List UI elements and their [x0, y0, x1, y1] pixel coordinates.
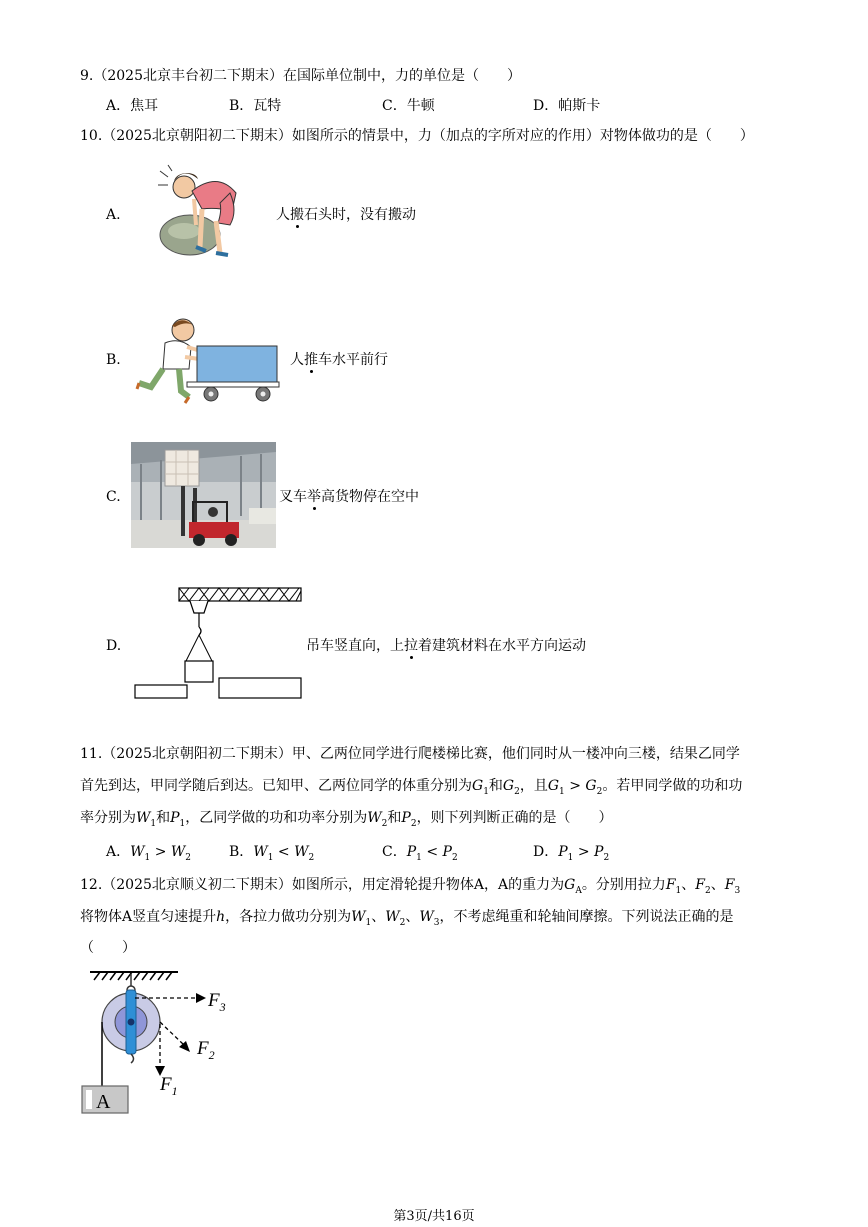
- force-f1-label: $F_1$: [160, 1074, 178, 1098]
- q9-option-c: C．牛顿: [382, 98, 435, 114]
- q10-label-b: B.: [106, 352, 121, 368]
- q10-dot-word-a: 搬: [290, 207, 304, 223]
- q11-option-c: C．$P_1 < P_2$: [382, 844, 458, 863]
- q11-options: [106, 842, 806, 862]
- q10-label-d: D.: [106, 638, 122, 654]
- q9-option-b: B．瓦特: [229, 98, 282, 114]
- force-f3-label: $F_3$: [208, 990, 226, 1014]
- pulley-block-label: A: [96, 1091, 111, 1113]
- q10-label-a: A.: [106, 207, 121, 223]
- q10-dot-word-c: 举: [307, 489, 321, 505]
- q10-caption-d: 吊车竖直向，上拉着建筑材料在水平方向运动: [306, 638, 586, 654]
- q11-line-3: 率分别为$W_1$和$P_1$，乙同学做的功和功率分别为$W_2$和$P_2$，则下列判断正确的是（ ）: [80, 810, 613, 829]
- q10-stem: 10.（2025北京朝阳初二下期末）如图所示的情景中，力（加点的字所对应的作用）对物体做功的是（ ）: [80, 128, 754, 144]
- q10-dot-word-d: 拉: [404, 638, 418, 654]
- q11-option-a: A．$W_1 > W_2$: [106, 844, 192, 863]
- q12-line-2: 将物体A竖直匀速提升h，各拉力做功分别为$W_1$、$W_2$、$W_3$，不考虑绳重和轮轴间摩擦。下列说法正确的是: [80, 909, 734, 928]
- q9-stem: 9.（2025北京丰台初二下期末）在国际单位制中，力的单位是（ ）: [80, 68, 521, 84]
- q11-option-d: D．$P_1 > P_2$: [533, 844, 610, 863]
- q10-dot-word-b: 推: [304, 352, 318, 368]
- crane-figure: [130, 585, 305, 703]
- q11-option-b: B．$W_1 < W_2$: [229, 844, 315, 863]
- q12-line-1: 12.（2025北京顺义初二下期末）如图所示，用定滑轮提升物体A，A的重力为$G_A$。分别用拉力$F_1$、$F_2$、$F_3$: [80, 877, 741, 896]
- page-footer: 第3页/共16页: [393, 1209, 475, 1224]
- q11-line-1: 11.（2025北京朝阳初二下期末）甲、乙两位同学进行爬楼梯比赛，他们同时从一楼冲向三楼，结果乙同学: [80, 746, 740, 762]
- q9-option-d: D．帕斯卡: [533, 98, 601, 114]
- q10-caption-b: 人推车水平前行: [290, 352, 388, 368]
- q10-caption-c: 叉车举高货物停在空中: [279, 489, 419, 505]
- forklift-photo-figure: [131, 442, 276, 548]
- q9-options: [106, 96, 806, 116]
- q9-option-a: A．焦耳: [106, 98, 159, 114]
- q11-line-2: 首先到达，甲同学随后到达。已知甲、乙两位同学的体重分别为$G_1$和$G_2$，且$G_1 > G_2$。若甲同学做的功和功: [80, 778, 743, 797]
- q10-caption-a: 人搬石头时，没有搬动: [276, 207, 416, 223]
- q10-label-c: C.: [106, 489, 121, 505]
- force-f2-label: $F_2$: [197, 1038, 215, 1062]
- person-pushing-cart-figure: [135, 313, 285, 405]
- pulley-figure: [78, 966, 238, 1116]
- q12-line-3: （ ）: [80, 940, 136, 956]
- person-lifting-rock-figure: [138, 163, 248, 263]
